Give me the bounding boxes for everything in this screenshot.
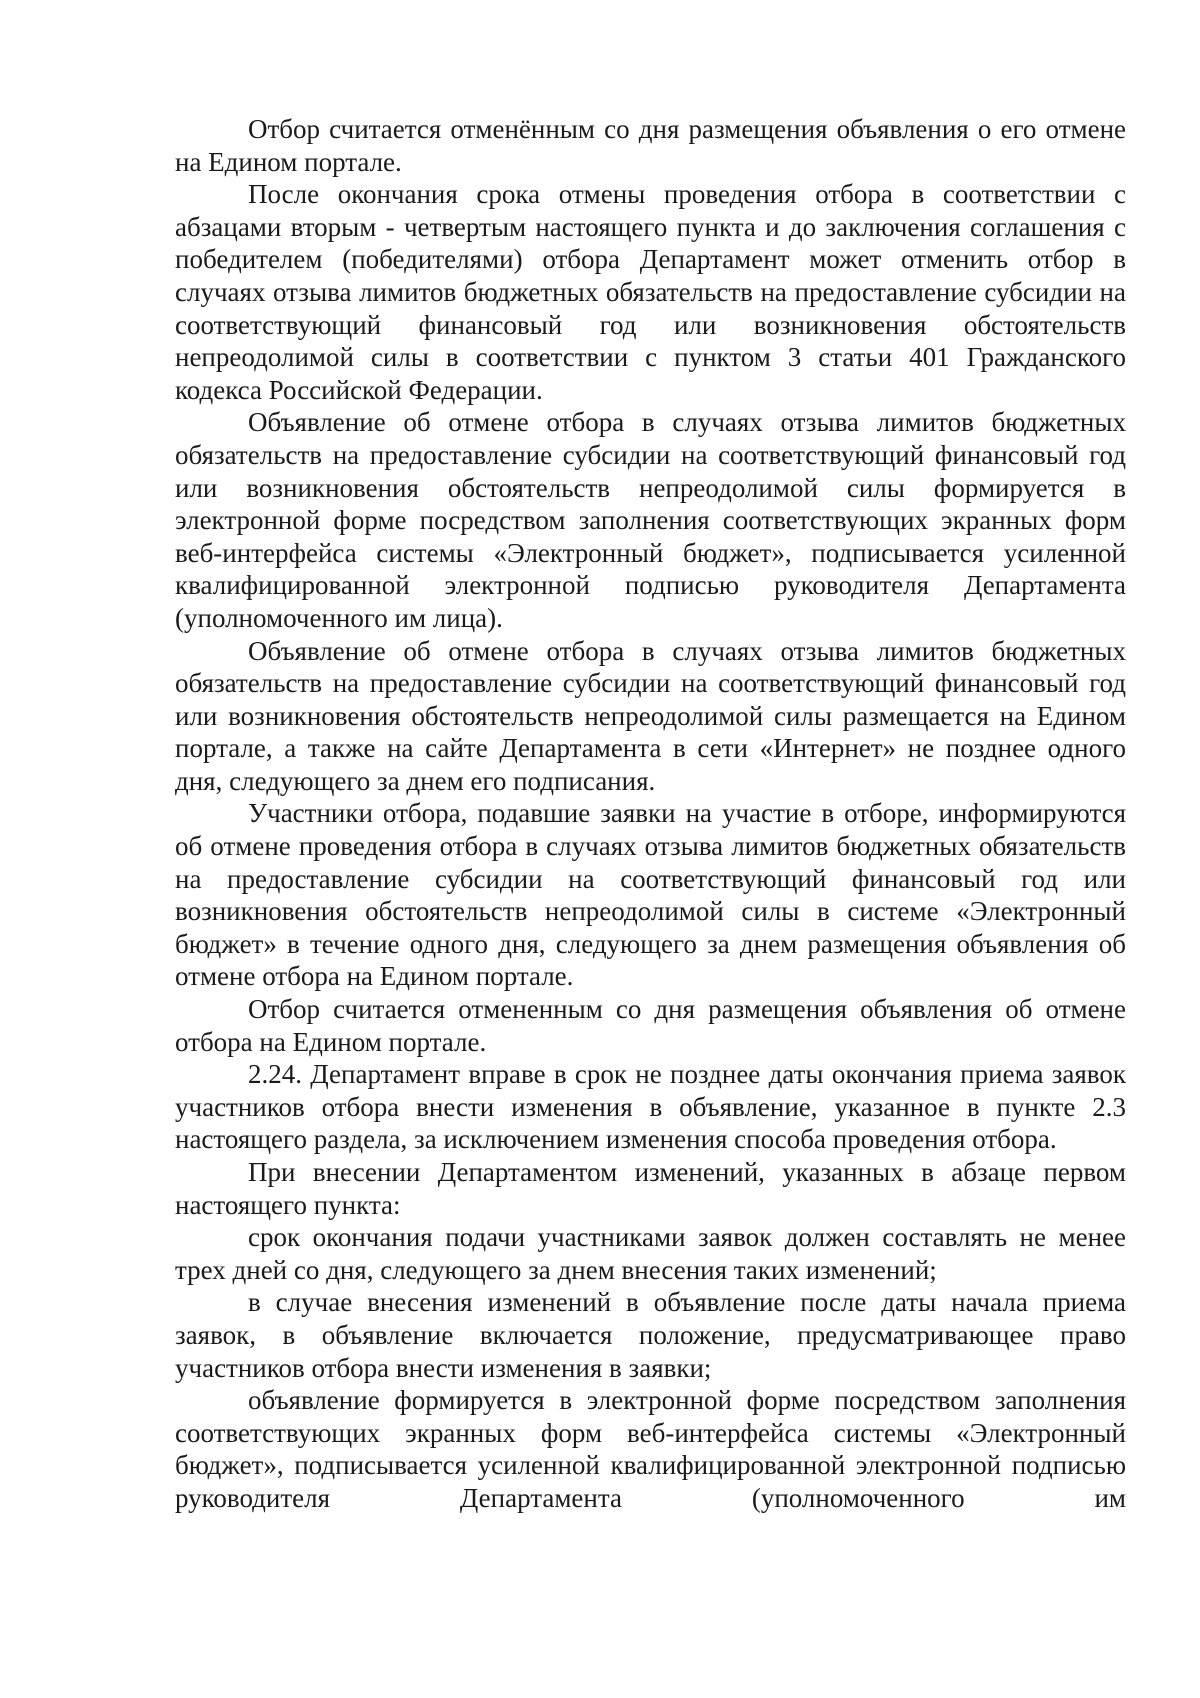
paragraph-cancellation-effective-2: Отбор считается отмененным со дня размещения объявления об отмене отбора на Едином портале. xyxy=(175,994,1126,1057)
paragraph-changes-after-start: в случае внесения изменений в объявление после даты начала приема заявок, в объявление включается положение, предусматривающее право участников отбора внести изменения в заявки; xyxy=(175,1287,1126,1383)
paragraph-notice-electronic-form: объявление формируется в электронной форме посредством заполнения соответствующих экранных форм веб-интерфейса системы «Электронный бюджет», подписывается усиленной квалифицированной электронной подписью руководителя Департамента (уполномоченного им xyxy=(175,1385,1126,1513)
paragraph-cancellation-notice-publication: Объявление об отмене отбора в случаях отзыва лимитов бюджетных обязательств на предоставление субсидии на соответствующий финансовый год или возникновения обстоятельств непреодолимой силы размещается на Едином портале, а также на сайте Департамента в сети «Интернет» не позднее одного дня, следующего за днем его подписания. xyxy=(175,635,1126,796)
document-body xyxy=(175,113,1126,1515)
paragraph-cancellation-notice-form: Объявление об отмене отбора в случаях отзыва лимитов бюджетных обязательств на предоставление субсидии на соответствующий финансовый год или возникновения обстоятельств непреодолимой силы формируется в электронной форме посредством заполнения соответствующих экранных форм веб-интерфейса системы «Электронный бюджет», подписывается усиленной квалифицированной электронной подписью руководителя Департамента (уполномоченного им лица). xyxy=(175,407,1126,633)
paragraph-cancellation-effective: Отбор считается отменённым со дня размещения объявления о его отмене на Едином портале. xyxy=(175,114,1126,177)
paragraph-cancellation-after-deadline: После окончания срока отмены проведения отбора в соответствии с абзацами вторым - четвертым настоящего пункта и до заключения соглашения с победителем (победителями) отбора Департамент может отменить отбор в случаях отзыва лимитов бюджетных обязательств на предоставление субсидии на соответствующий финансовый год или возникновения обстоятельств непреодолимой силы в соответствии с пунктом 3 статьи 401 Гражданского кодекса Российской Федерации. xyxy=(175,179,1126,405)
paragraph-changes-intro: При внесении Департаментом изменений, указанных в абзаце первом настоящего пункта: xyxy=(175,1157,1126,1220)
paragraph-section-2-24: 2.24. Департамент вправе в срок не позднее даты окончания приема заявок участников отбора внести изменения в объявление, указанное в пункте 2.3 настоящего раздела, за исключением изменения способа проведения отбора. xyxy=(175,1059,1126,1155)
paragraph-deadline-extension: срок окончания подачи участниками заявок должен составлять не менее трех дней со дня, следующего за днем внесения таких изменений; xyxy=(175,1222,1126,1285)
paragraph-participants-informed: Участники отбора, подавшие заявки на участие в отборе, информируются об отмене проведения отбора в случаях отзыва лимитов бюджетных обязательств на предоставление субсидии на соответствующий финансовый год или возникновения обстоятельств непреодолимой силы в системе «Электронный бюджет» в течение одного дня, следующего за днем размещения объявления об отмене отбора на Едином портале. xyxy=(175,798,1126,992)
